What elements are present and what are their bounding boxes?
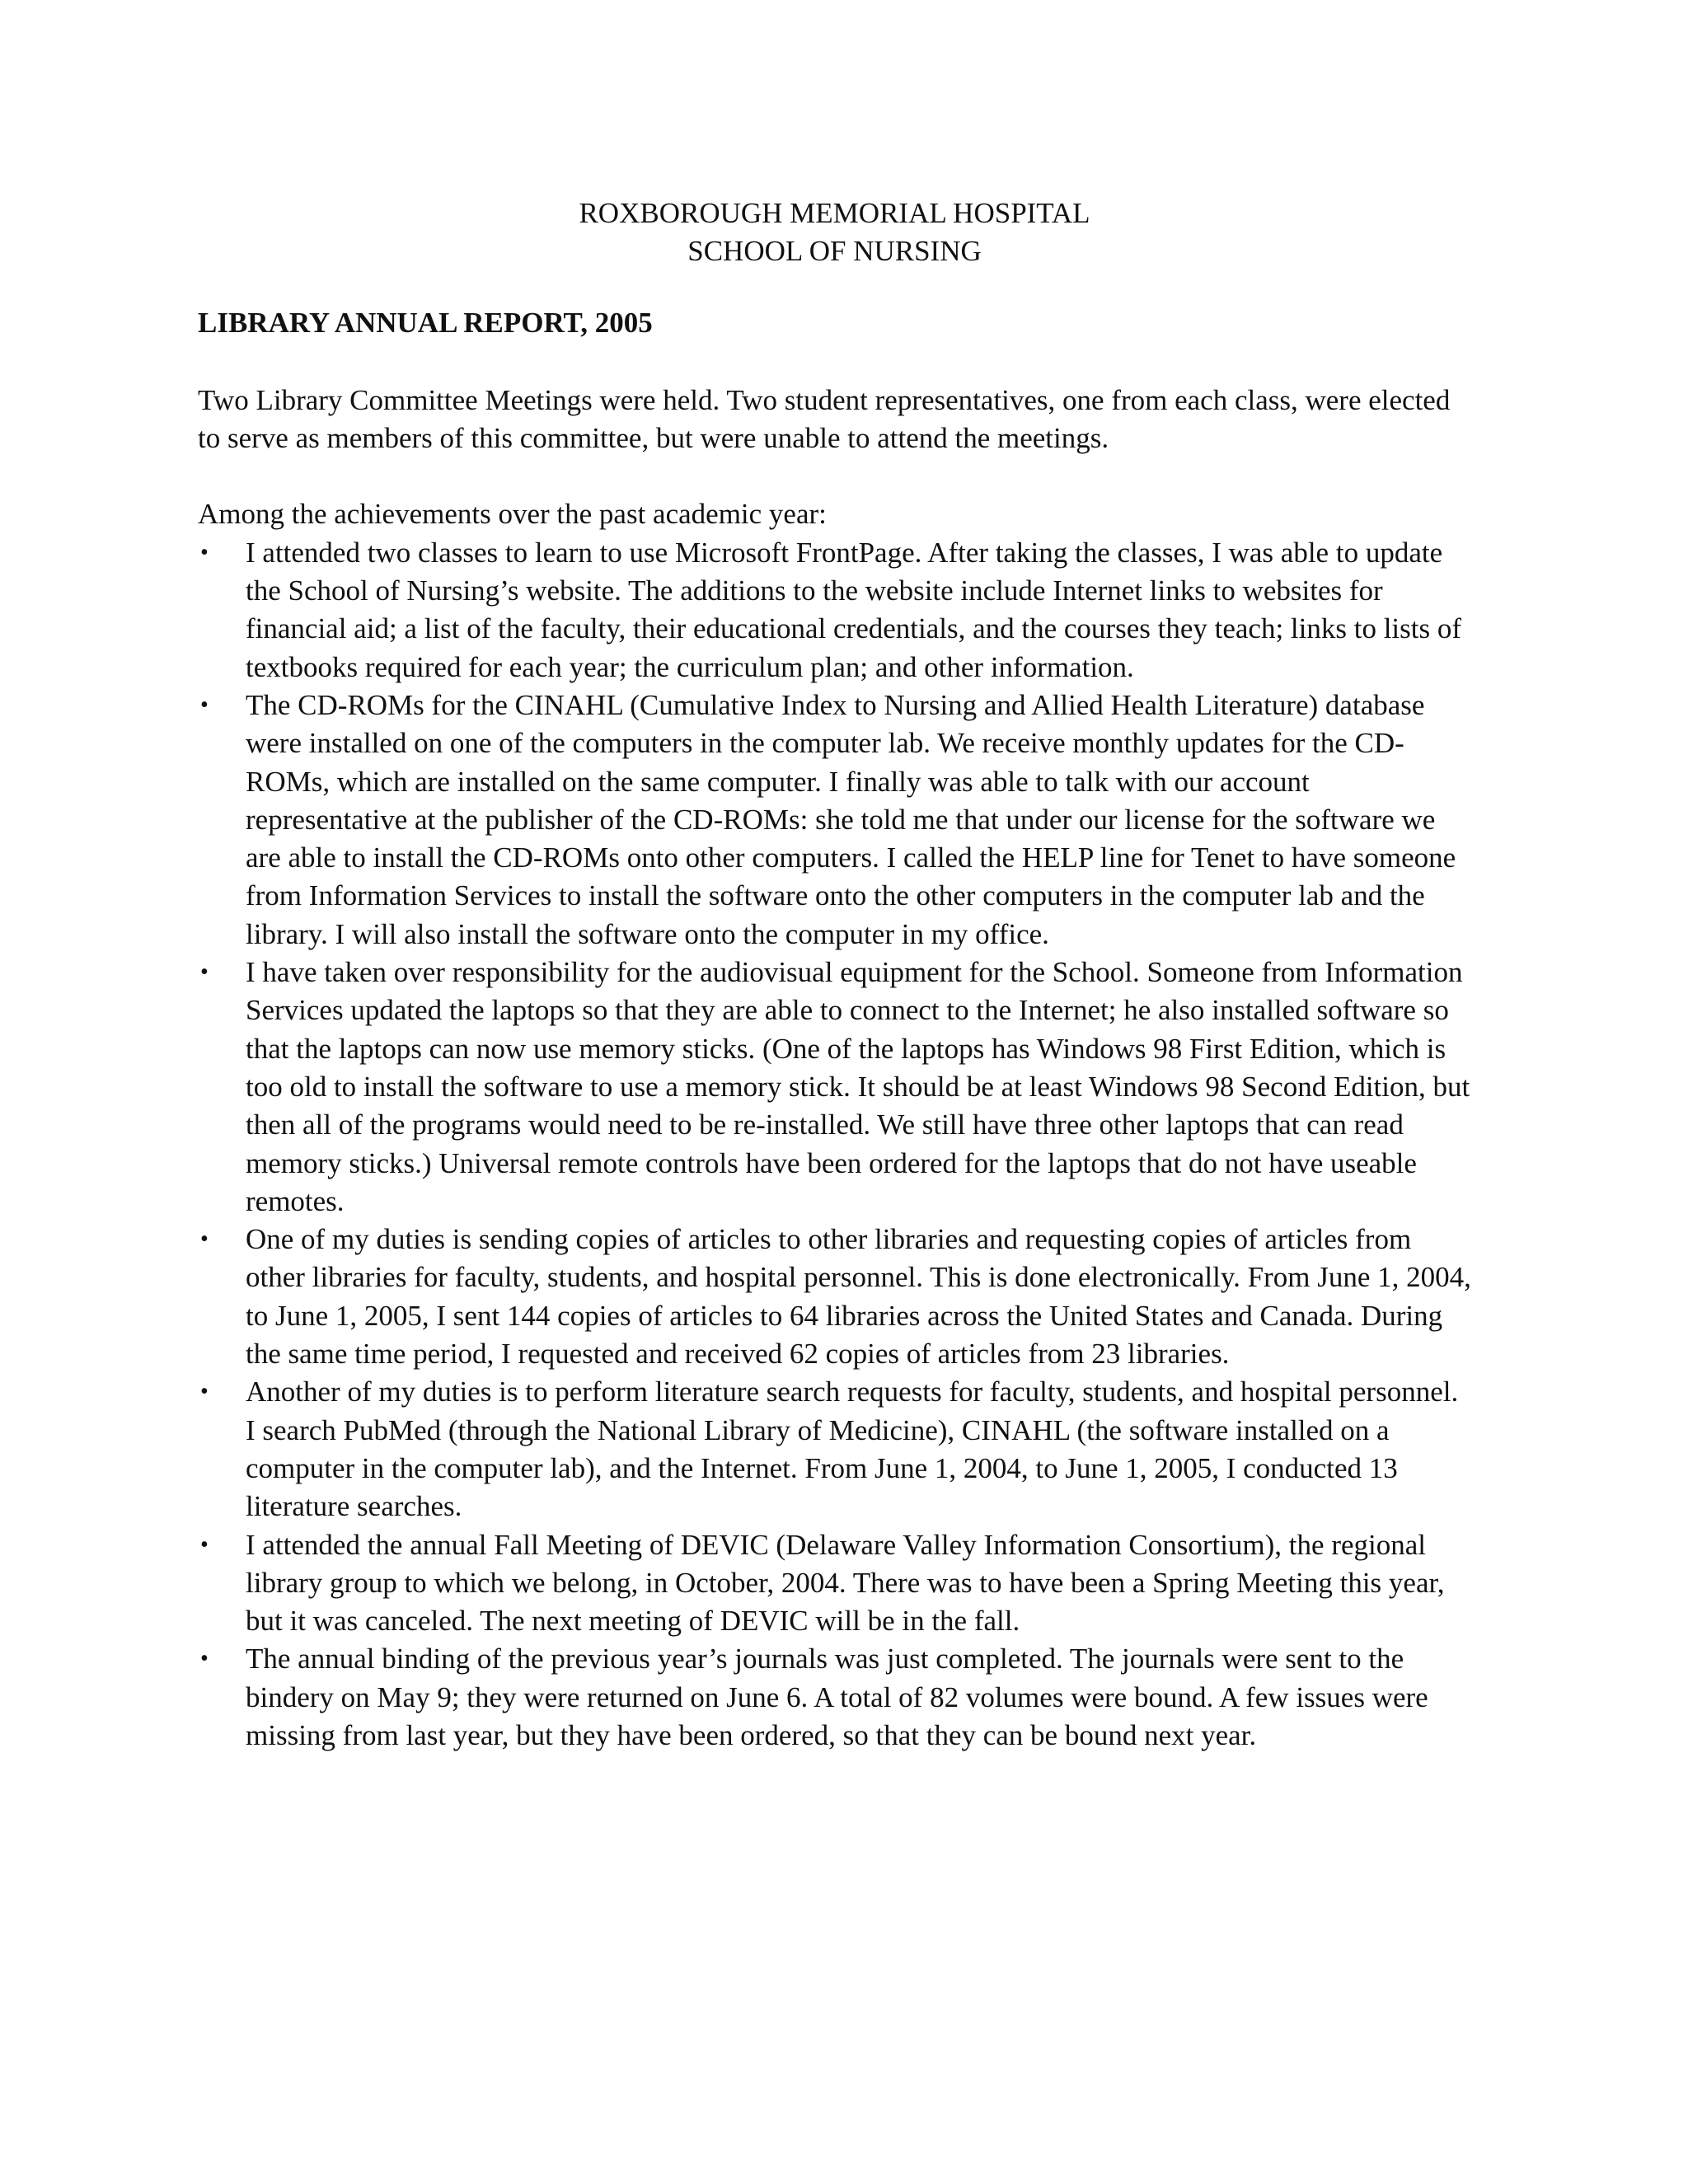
list-item (198, 1640, 1471, 1755)
achievements-lead: Among the achievements over the past academic year: (198, 498, 827, 531)
bullet-icon: • (200, 539, 209, 565)
list-item-text: One of my duties is sending copies of articles to other libraries and requesting copies of articles from other libraries for faculty, students, and hospital personnel. This is done electronically. From June 1, 2004, to June 1, 2005, I sent 144 copies of articles to 64 libraries across the United States and Canada. During the same time period, I requested and received 62 copies of articles from 23 libraries. (246, 1223, 1471, 1371)
bullet-icon: • (200, 1646, 209, 1672)
list-item-text: The CD-ROMs for the CINAHL (Cumulative Index to Nursing and Allied Health Literature) database were installed on one of the computers in the computer lab. We receive monthly updates for the CD-ROMs, which are installed on the same computer. I finally was able to talk with our account representative at the publisher of the CD-ROMs: she told me that under our license for the software we are able to install the CD-ROMs onto other computers. I called the HELP line for Tenet to have someone from Information Services to install the software onto the other computers in the computer lab and the library. I will also install the software onto the computer in my office. (246, 688, 1456, 950)
achievements-list (198, 534, 1471, 1755)
list-item (198, 1221, 1471, 1373)
list-item-text: Another of my duties is to perform literature search requests for faculty, students, and hospital personnel. I search PubMed (through the National Library of Medicine), CINAHL (the software installed on a computer in the computer lab), and the Internet. From June 1, 2004, to June 1, 2005, I conducted 13 literature searches. (246, 1376, 1459, 1523)
report-page (198, 194, 1471, 1755)
bullet-icon: • (200, 1379, 209, 1405)
list-item-text: I attended the annual Fall Meeting of DEVIC (Delaware Valley Information Consortium), the regional library group to which we belong, in October, 2004. There was to have been a Spring Meeting this year, but it was canceled. The next meeting of DEVIC will be in the fall. (246, 1528, 1445, 1638)
list-item (198, 954, 1471, 1221)
bullet-icon: • (200, 691, 209, 718)
hospital-name: ROXBOROUGH MEMORIAL HOSPITAL (579, 197, 1090, 229)
bullet-icon: • (200, 959, 209, 986)
institution-header (198, 194, 1471, 271)
intro-paragraph: Two Library Committee Meetings were held. Two student representatives, one from each class, were elected to serve as members of this committee, but were unable to attend the meetings. (198, 383, 1451, 455)
list-item (198, 687, 1471, 954)
list-item (198, 534, 1471, 687)
list-item-text: I have taken over responsibility for the audiovisual equipment for the School. Someone from Information Services updated the laptops so that they are able to connect to the Internet; he also installed software so that the laptops can now use memory sticks. (One of the laptops has Windows 98 First Edition, which is too old to install the software to use a memory stick. It should be at least Windows 98 Second Edition, but then all of the programs would need to be re-installed. We still have three other laptops that can read memory sticks.) Universal remote controls have been ordered for the laptops that do not have useable remotes. (246, 956, 1470, 1217)
bullet-icon: • (200, 1226, 209, 1253)
list-item (198, 1526, 1471, 1641)
list-item (198, 1373, 1471, 1526)
bullet-icon: • (200, 1531, 209, 1558)
school-name: SCHOOL OF NURSING (687, 235, 982, 268)
report-title: LIBRARY ANNUAL REPORT, 2005 (198, 306, 653, 339)
list-item-text: The annual binding of the previous year’s journals was just completed. The journals were sent to the bindery on May 9; they were returned on June 6. A total of 82 volumes were bound. A few issues were missing from last year, but they have been ordered, so that they can be bound next year. (246, 1643, 1428, 1751)
list-item-text: I attended two classes to learn to use Microsoft FrontPage. After taking the classes, I was able to update the School of Nursing’s website. The additions to the website include Internet links to websites for financial aid; a list of the faculty, their educational credentials, and the courses they teach; links to lists of textbooks required for each year; the curriculum plan; and other information. (246, 536, 1462, 683)
